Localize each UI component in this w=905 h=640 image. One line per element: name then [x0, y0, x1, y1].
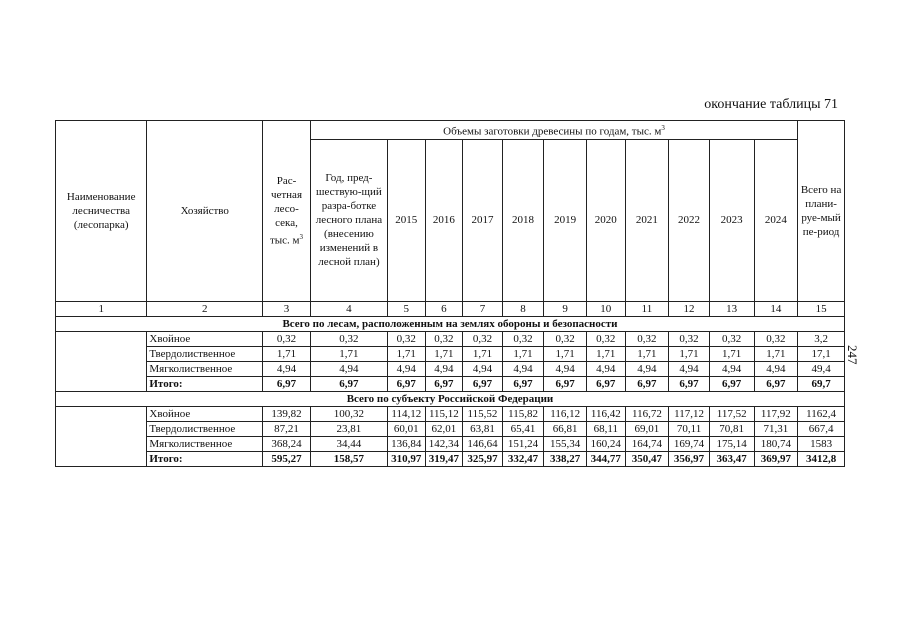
table-row [56, 406, 845, 421]
value-cell: 114,12 [388, 406, 426, 421]
value-cell: 6,97 [754, 376, 798, 391]
value-cell: 4,94 [709, 361, 754, 376]
value-cell: 1,71 [587, 346, 626, 361]
value-cell: 4,94 [425, 361, 463, 376]
header-year: 2020 [587, 139, 626, 301]
farm-cell: Твердолиственное [147, 421, 263, 436]
table-row [56, 376, 845, 391]
value-cell: 117,12 [669, 406, 710, 421]
value-cell: 4,94 [669, 361, 710, 376]
farm-cell: Мягколиственное [147, 361, 263, 376]
value-cell: 115,82 [502, 406, 544, 421]
value-cell: 158,57 [310, 451, 387, 466]
section-title: Всего по субъекту Российской Федерации [56, 391, 845, 406]
value-cell: 667,4 [798, 421, 845, 436]
header-year: 2022 [669, 139, 710, 301]
forest-harvest-table [55, 120, 845, 467]
value-cell: 23,81 [310, 421, 387, 436]
value-cell: 4,94 [544, 361, 587, 376]
section-title-row [56, 316, 845, 331]
value-cell: 6,97 [425, 376, 463, 391]
value-cell: 0,32 [587, 331, 626, 346]
column-number: 11 [625, 301, 669, 316]
farm-cell: Хвойное [147, 331, 263, 346]
value-cell: 115,52 [463, 406, 503, 421]
value-cell: 1,71 [425, 346, 463, 361]
value-cell: 1,71 [263, 346, 311, 361]
value-cell: 0,32 [425, 331, 463, 346]
column-number: 4 [310, 301, 387, 316]
table-row [56, 436, 845, 451]
table-row [56, 451, 845, 466]
table-body [56, 316, 845, 466]
column-number: 1 [56, 301, 147, 316]
value-cell: 66,81 [544, 421, 587, 436]
value-cell: 63,81 [463, 421, 503, 436]
header-cut-col: Рас-четная лесо-сека, тыс. $м^3$ [263, 121, 311, 302]
value-cell: 6,97 [544, 376, 587, 391]
header-volumes-group: Объемы заготовки древесины по годам, тыс. $м^3$ [310, 121, 797, 140]
value-cell: 332,47 [502, 451, 544, 466]
farm-cell: Итого: [147, 376, 263, 391]
value-cell: 139,82 [263, 406, 311, 421]
value-cell: 350,47 [625, 451, 669, 466]
value-cell: 69,7 [798, 376, 845, 391]
value-cell: 3412,8 [798, 451, 845, 466]
value-cell: 310,97 [388, 451, 426, 466]
value-cell: 1,71 [709, 346, 754, 361]
column-number: 9 [544, 301, 587, 316]
value-cell: 0,32 [502, 331, 544, 346]
value-cell: 4,94 [502, 361, 544, 376]
value-cell: 6,97 [669, 376, 710, 391]
farm-cell: Итого: [147, 451, 263, 466]
value-cell: 17,1 [798, 346, 845, 361]
forestry-name-cell [56, 331, 147, 391]
header-farm-col: Хозяйство [147, 121, 263, 302]
value-cell: 4,94 [263, 361, 311, 376]
value-cell: 0,32 [463, 331, 503, 346]
value-cell: 0,32 [669, 331, 710, 346]
header-year: 2015 [388, 139, 426, 301]
section-title: Всего по лесам, расположенным на землях обороны и безопасности [56, 316, 845, 331]
column-number: 12 [669, 301, 710, 316]
value-cell: 151,24 [502, 436, 544, 451]
value-cell: 0,32 [709, 331, 754, 346]
column-number: 14 [754, 301, 798, 316]
header-year: 2018 [502, 139, 544, 301]
header-prev-year-col: Год, пред-шествую-щий разра-ботке лесного плана (внесению изменений в лесной план) [310, 139, 387, 301]
value-cell: 319,47 [425, 451, 463, 466]
header-year: 2023 [709, 139, 754, 301]
value-cell: 175,14 [709, 436, 754, 451]
value-cell: 4,94 [310, 361, 387, 376]
header-total-col: Всего на плани-руе-мый пе-риод [798, 121, 845, 302]
value-cell: 6,97 [587, 376, 626, 391]
value-cell: 60,01 [388, 421, 426, 436]
value-cell: 6,97 [625, 376, 669, 391]
value-cell: 338,27 [544, 451, 587, 466]
value-cell: 1162,4 [798, 406, 845, 421]
value-cell: 0,32 [263, 331, 311, 346]
header-year: 2017 [463, 139, 503, 301]
value-cell: 1,71 [625, 346, 669, 361]
value-cell: 595,27 [263, 451, 311, 466]
column-number: 2 [147, 301, 263, 316]
column-number: 5 [388, 301, 426, 316]
column-number: 15 [798, 301, 845, 316]
value-cell: 0,32 [310, 331, 387, 346]
value-cell: 4,94 [754, 361, 798, 376]
column-number: 6 [425, 301, 463, 316]
value-cell: 344,77 [587, 451, 626, 466]
value-cell: 4,94 [625, 361, 669, 376]
value-cell: 117,92 [754, 406, 798, 421]
value-cell: 6,97 [709, 376, 754, 391]
value-cell: 1,71 [754, 346, 798, 361]
header-year: 2016 [425, 139, 463, 301]
value-cell: 155,34 [544, 436, 587, 451]
value-cell: 71,31 [754, 421, 798, 436]
value-cell: 1,71 [388, 346, 426, 361]
value-cell: 34,44 [310, 436, 387, 451]
page-number: 247 [845, 345, 860, 365]
value-cell: 4,94 [388, 361, 426, 376]
value-cell: 49,4 [798, 361, 845, 376]
column-number: 13 [709, 301, 754, 316]
value-cell: 4,94 [463, 361, 503, 376]
value-cell: 368,24 [263, 436, 311, 451]
header-year: 2019 [544, 139, 587, 301]
value-cell: 116,12 [544, 406, 587, 421]
value-cell: 146,64 [463, 436, 503, 451]
value-cell: 69,01 [625, 421, 669, 436]
table-row [56, 331, 845, 346]
value-cell: 356,97 [669, 451, 710, 466]
value-cell: 4,94 [587, 361, 626, 376]
column-number: 3 [263, 301, 311, 316]
column-number: 8 [502, 301, 544, 316]
value-cell: 369,97 [754, 451, 798, 466]
table-row [56, 346, 845, 361]
column-number: 10 [587, 301, 626, 316]
value-cell: 1,71 [669, 346, 710, 361]
header-name-col: Наименование лесничества (лесопарка) [56, 121, 147, 302]
value-cell: 87,21 [263, 421, 311, 436]
farm-cell: Мягколиственное [147, 436, 263, 451]
header-year: 2024 [754, 139, 798, 301]
value-cell: 164,74 [625, 436, 669, 451]
value-cell: 70,11 [669, 421, 710, 436]
table-row [56, 361, 845, 376]
value-cell: 160,24 [587, 436, 626, 451]
value-cell: 117,52 [709, 406, 754, 421]
value-cell: 62,01 [425, 421, 463, 436]
value-cell: 116,42 [587, 406, 626, 421]
column-number-row [56, 301, 845, 316]
table-caption: окончание таблицы 71 [704, 97, 838, 112]
value-cell: 65,41 [502, 421, 544, 436]
farm-cell: Хвойное [147, 406, 263, 421]
value-cell: 115,12 [425, 406, 463, 421]
value-cell: 325,97 [463, 451, 503, 466]
forestry-name-cell [56, 406, 147, 466]
value-cell: 6,97 [263, 376, 311, 391]
value-cell: 6,97 [463, 376, 503, 391]
value-cell: 1,71 [502, 346, 544, 361]
value-cell: 1,71 [310, 346, 387, 361]
value-cell: 6,97 [310, 376, 387, 391]
value-cell: 0,32 [754, 331, 798, 346]
farm-cell: Твердолиственное [147, 346, 263, 361]
section-title-row [56, 391, 845, 406]
value-cell: 100,32 [310, 406, 387, 421]
header-year: 2021 [625, 139, 669, 301]
value-cell: 3,2 [798, 331, 845, 346]
value-cell: 68,11 [587, 421, 626, 436]
value-cell: 169,74 [669, 436, 710, 451]
value-cell: 142,34 [425, 436, 463, 451]
value-cell: 1583 [798, 436, 845, 451]
value-cell: 70,81 [709, 421, 754, 436]
value-cell: 0,32 [625, 331, 669, 346]
value-cell: 6,97 [502, 376, 544, 391]
value-cell: 180,74 [754, 436, 798, 451]
table-row [56, 421, 845, 436]
value-cell: 363,47 [709, 451, 754, 466]
column-number: 7 [463, 301, 503, 316]
value-cell: 1,71 [463, 346, 503, 361]
value-cell: 0,32 [544, 331, 587, 346]
value-cell: 116,72 [625, 406, 669, 421]
value-cell: 1,71 [544, 346, 587, 361]
value-cell: 6,97 [388, 376, 426, 391]
value-cell: 136,84 [388, 436, 426, 451]
value-cell: 0,32 [388, 331, 426, 346]
